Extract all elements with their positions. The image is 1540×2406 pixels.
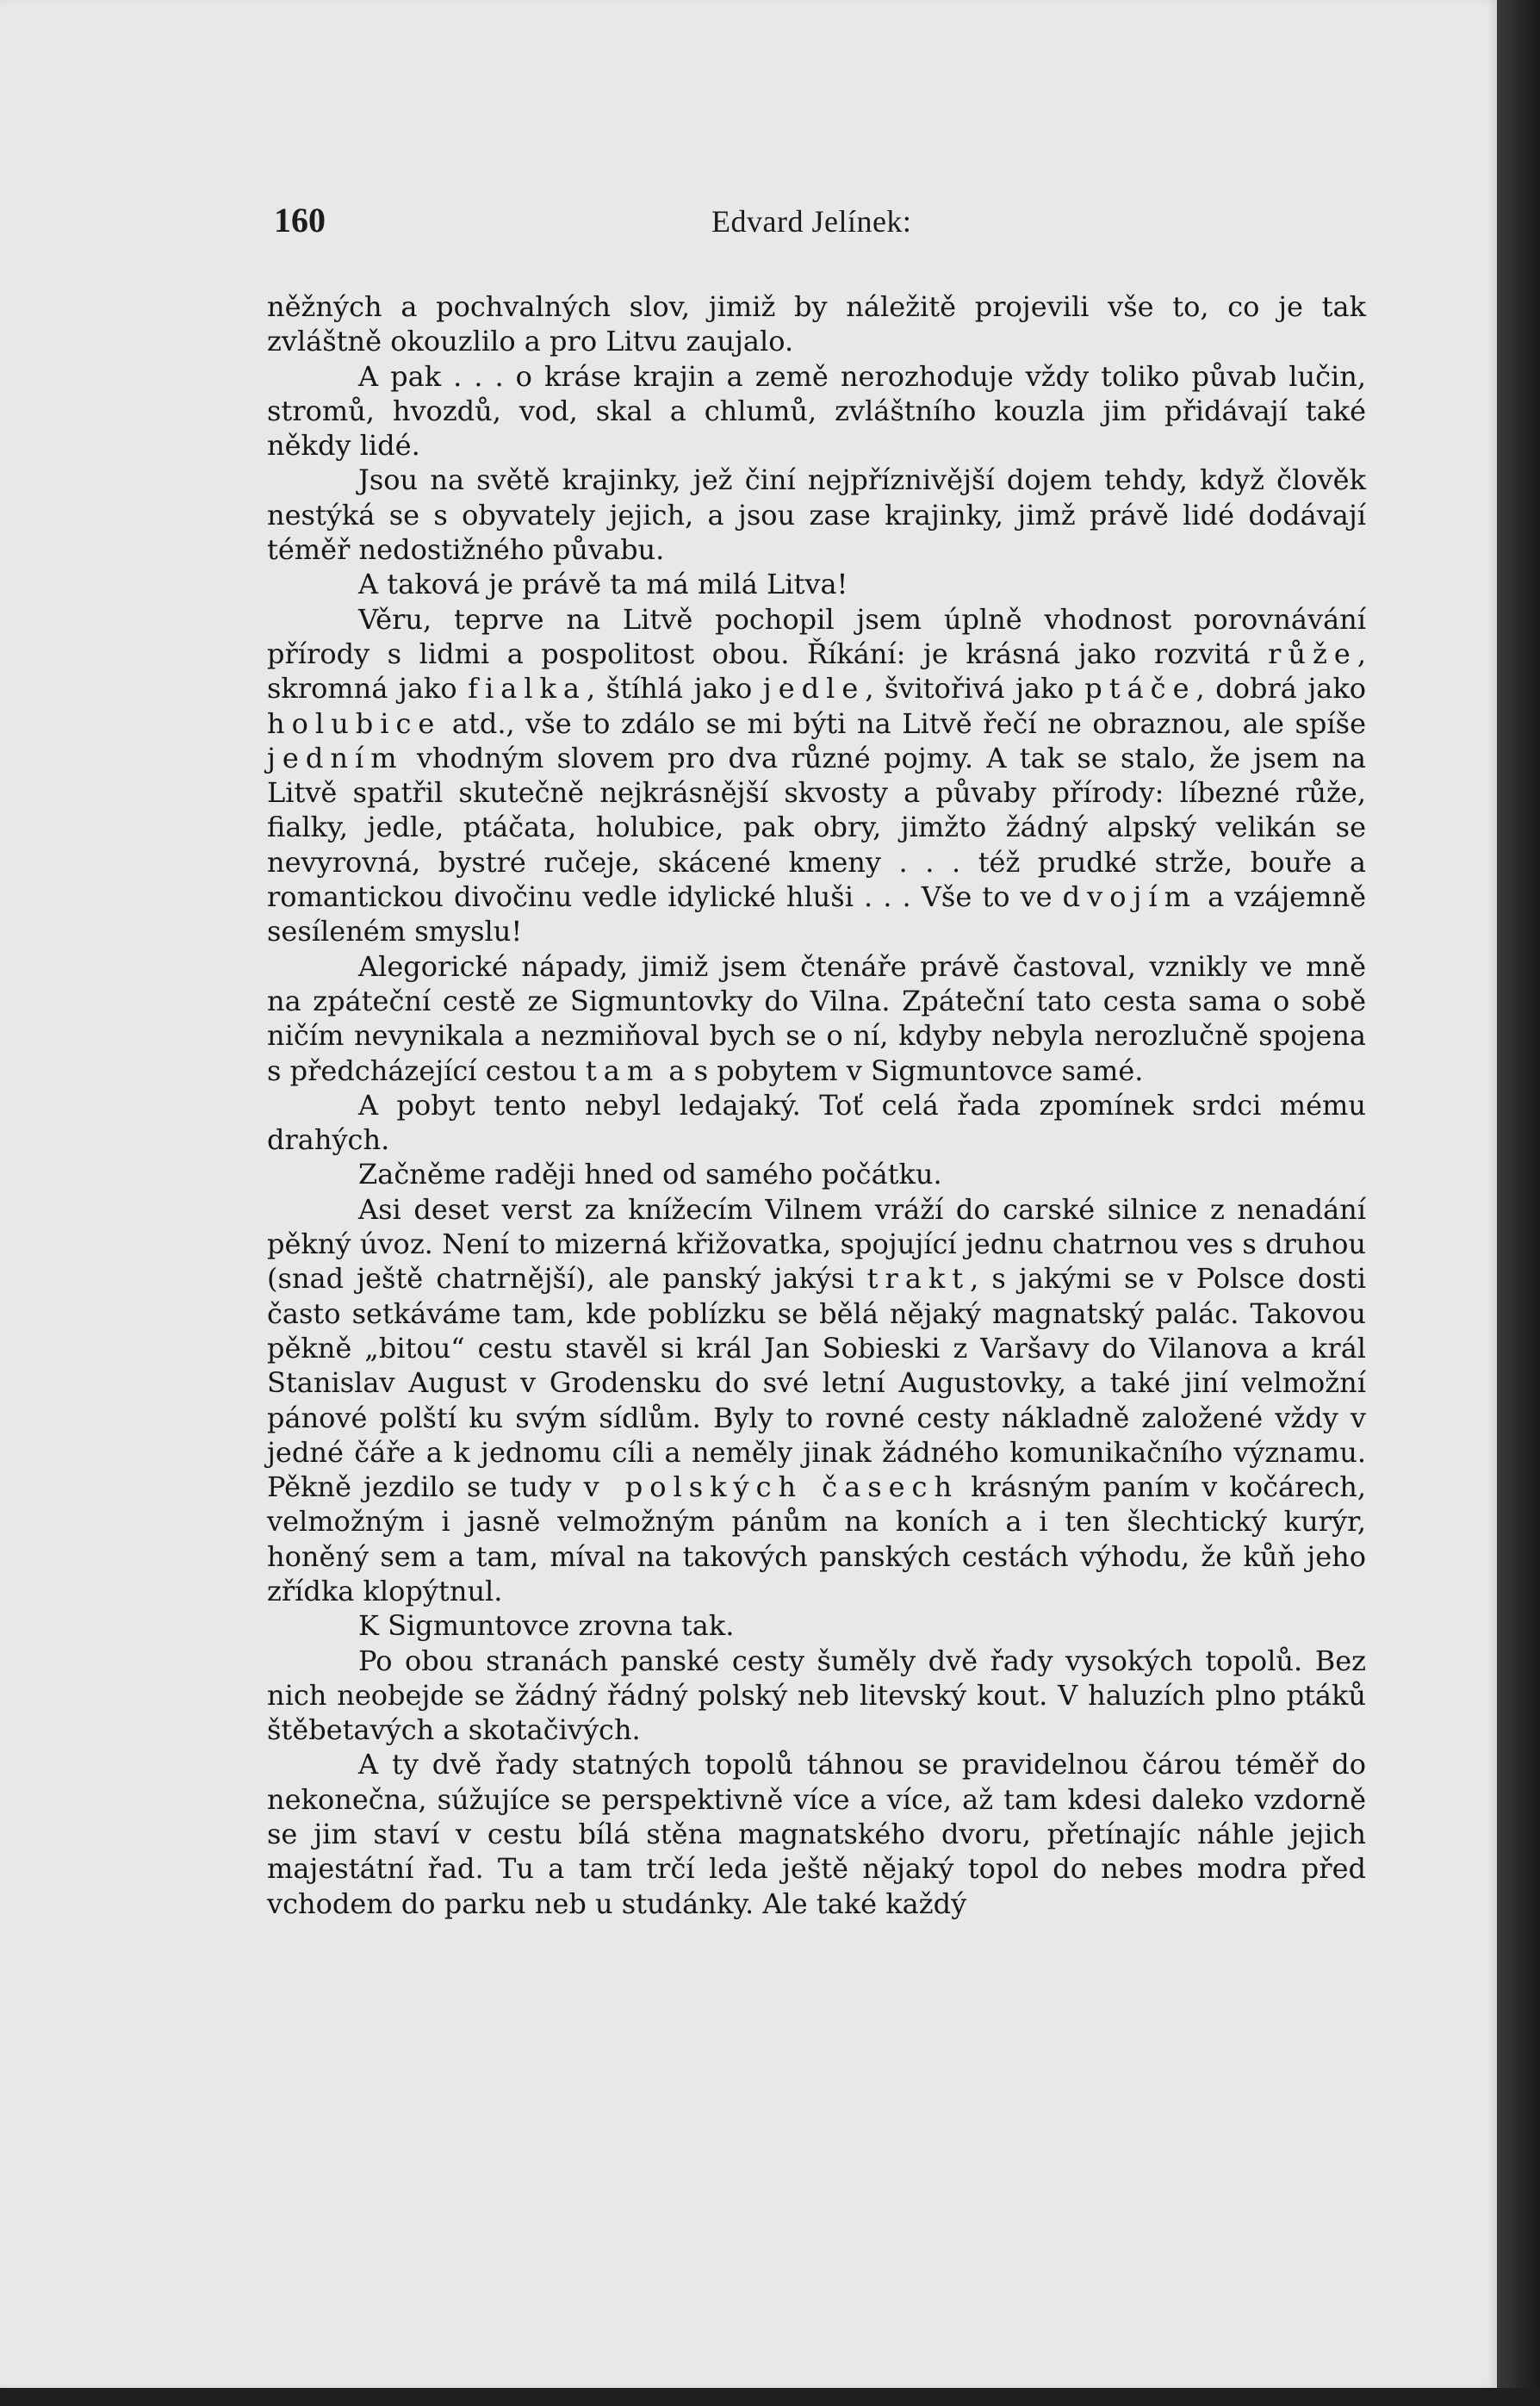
spaced-emphasis: tam xyxy=(585,1054,661,1087)
paragraph: K Sigmuntovce zrovna tak. xyxy=(358,1609,735,1643)
paragraph: Začněme raději hned od samého počátku. xyxy=(358,1158,942,1191)
page-edge-shadow xyxy=(1497,0,1540,2406)
spaced-emphasis: jedle xyxy=(762,672,866,706)
page-number: 160 xyxy=(274,201,326,239)
paragraph: Jsou na světě krajinky, jež činí nejpříznivější dojem tehdy, když člověk nestýká se s obyvately jejich, a jsou zase krajinky, jimž právě lidé dodávají téměř nedostižného půvabu. xyxy=(267,463,1366,567)
paragraph: něžných a pochvalných slov, jimiž by náležitě projevili vše to, co je tak zvláštně okouzlilo a pro Litvu zaujalo. xyxy=(267,290,1366,358)
body-text xyxy=(267,289,1366,1921)
spaced-emphasis: růže xyxy=(1268,637,1357,670)
spaced-emphasis: holubice xyxy=(267,706,442,740)
spaced-emphasis: v polských časech xyxy=(583,1470,959,1504)
paragraph: A ty dvě řady statných topolů táhnou se pravidelnou čárou téměř do nekonečna, súžujíce se perspektivně více a více, až tam kdesi daleko vzdorně se jim staví v cestu bílá stěna magnatského dvoru, přetínajíc náhle jejich majestátní řad. Tu a tam trčí leda ještě nějaký topol do nebes modra před vchodem do parku neb u studánky. Ale také každý xyxy=(267,1748,1366,1920)
paragraph: Po obou stranách panské cesty šuměly dvě řady vysokých topolů. Bez nich neobejde se žádný řádný polský neb litevský kout. V haluzích plno ptáků štěbetavých a skotačivých. xyxy=(267,1644,1366,1747)
paragraph: Asi deset verst za knížecím Vilnem vráží do carské silnice z nenadání pěkný úvoz. Není to mizerná křižovatka, spojující jednu chatrnou ves s druhou (snad ještě chatrnější), ale panský jakýsi trakt, s jakými se v Polsce dosti často setkáváme tam, kde poblízku se bělá nějaký magnatský palác. Takovou pěkně „bitou“ cestu stavěl si král Jan Sobieski z Varšavy do Vilanova a král Stanislav August v Grodensku do své letní Augustovky, a také jiní velmožní pánové polští ku svým sídlům. Byly to rovné cesty nákladně založené vždy v jedné čáře a k jednomu cíli a neměly jinak žádného komunikačního významu. Pěkně jezdilo se tudy v polských časech krásným paním v kočárech, velmožným i jasně velmožným pánům na koních a i ten šlechtický kurýr, honěný sem a tam, míval na takových panských cestách výhodu, že kůň jeho zřídka klopýtnul. xyxy=(267,1192,1367,1607)
paragraph: A pak . . . o kráse krajin a země nerozhoduje vždy toliko půvab lučin, stromů, hvozdů, vod, skal a chlumů, zvláštního kouzla jim přidávají také někdy lidé. xyxy=(267,359,1366,463)
spaced-emphasis: fialka xyxy=(468,672,587,706)
spaced-emphasis: trakt xyxy=(866,1262,971,1296)
paragraph: A pobyt tento nebyl ledajaký. Toť celá řada zpomínek srdci mému drahých. xyxy=(267,1088,1366,1157)
paragraph: Věru, teprve na Litvě pochopil jsem úplně vhodnost porovnávání přírody s lidmi a pospolitost obou. Říkání: je krásná jako rozvitá růže, skromná jako fialka, štíhlá jako jedle, švitořivá jako ptáče, dobrá jako holubice atd., vše to zdálo se mi býti na Litvě řečí ne obraznou, ale spíše jedním vhodným slovem pro dva různé pojmy. A tak se stalo, že jsem na Litvě spatřil skutečně nejkrásnější skvosty a půvaby přírody: líbezné růže, fialky, jedle, ptáčata, holubice, pak obry, jimžto žádný alpský velikán se nevyrovná, bystré ručeje, skácené kmeny . . . též prudké strže, bouře a romantickou divočinu vedle idylické hluši . . . Vše to ve dvojím a vzájemně sesíleném smyslu! xyxy=(267,602,1367,948)
paragraph: A taková je právě ta má milá Litva! xyxy=(358,568,848,601)
page-header xyxy=(274,200,1368,243)
spaced-emphasis: dvojím xyxy=(1062,880,1197,914)
paragraph: Alegorické nápady, jimiž jsem čtenáře právě častoval, vznikly ve mně na zpáteční cestě ze Sigmuntovky do Vilna. Zpáteční tato cesta sama o sobě ničím nevynikala a nezmiňoval bych se o ní, kdyby nebyla nerozlučně spojena s předcházející cestou tam a s pobytem v Sigmuntovce samé. xyxy=(267,949,1366,1087)
scan-bottom-edge xyxy=(0,2388,1540,2406)
spaced-emphasis: ptáče xyxy=(1084,672,1196,706)
spaced-emphasis: jedním xyxy=(267,741,404,774)
running-head: Edvard Jelínek: xyxy=(711,204,912,239)
